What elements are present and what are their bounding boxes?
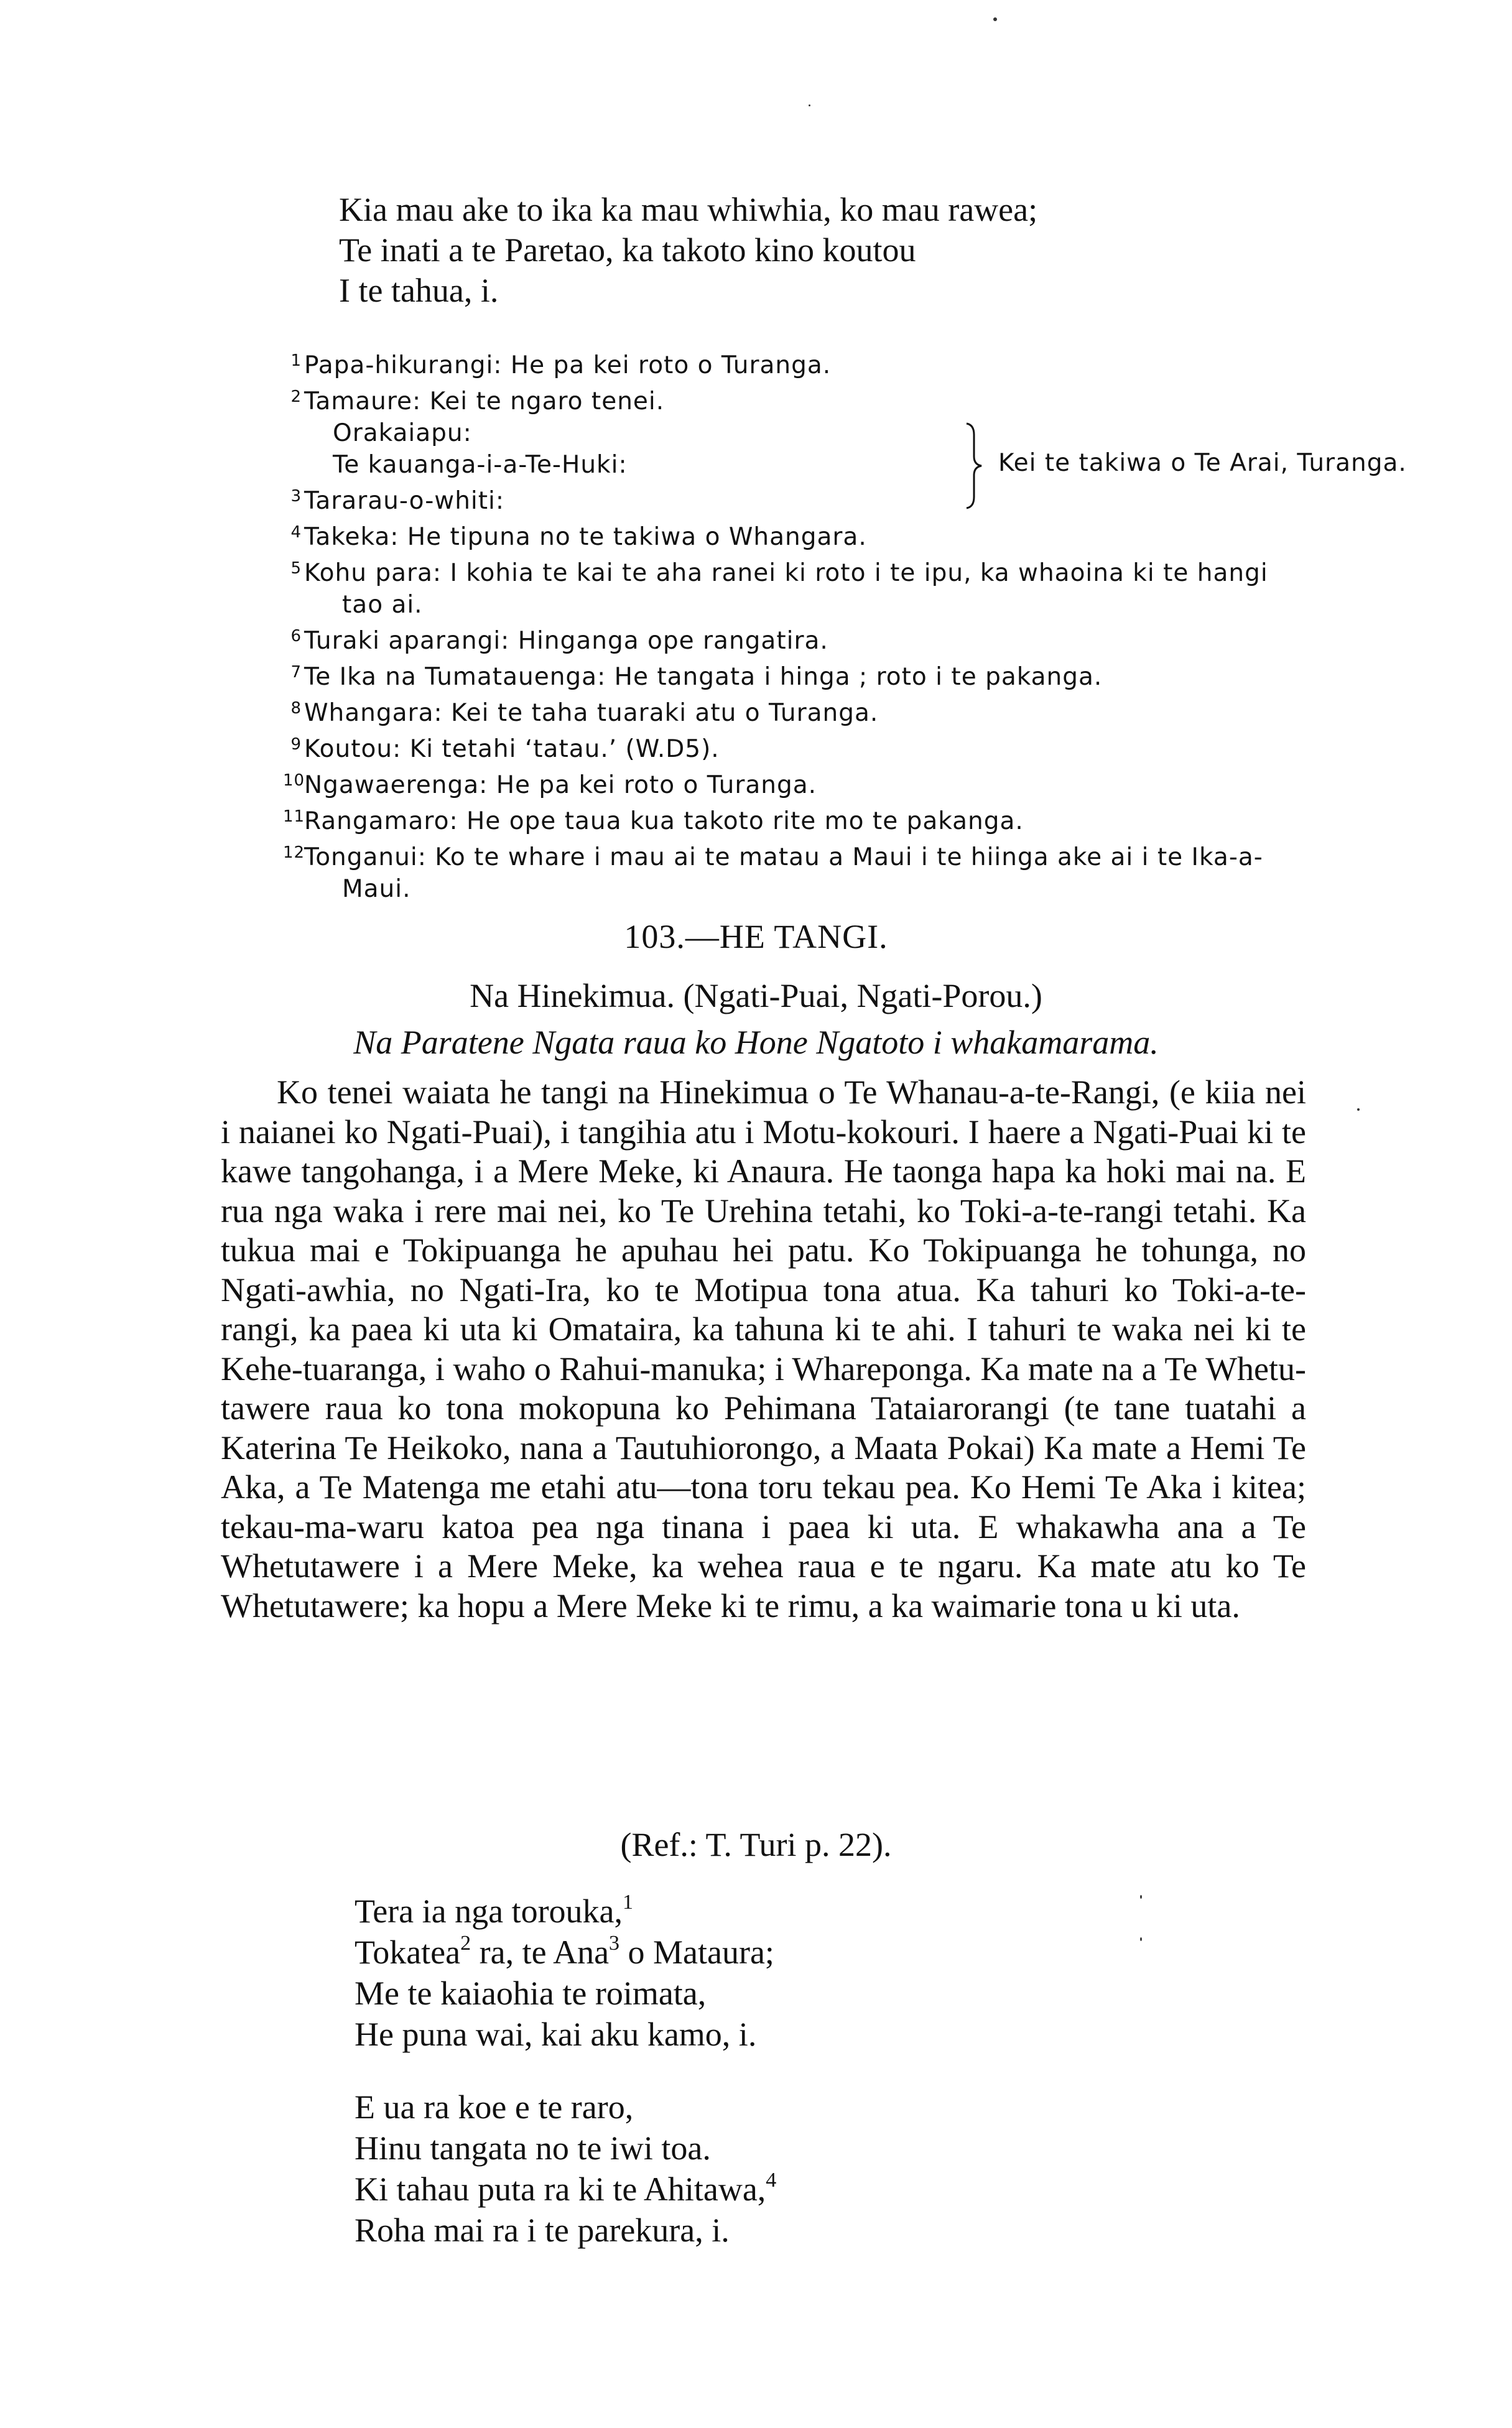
footnote-8: 8 Whangara: Kei te taha tuaraki atu o Turanga. [290, 699, 879, 727]
footnote-12: 12Tonganui: Ko te whare i mau ai te matau a Maui i te hiinga ake ai i te Ika-a-Maui. [283, 843, 1263, 903]
opening-verse [339, 190, 1037, 311]
footnote-5: 5 Kohu para: I kohia te kai te aha ranei ki roto i te ipu, ka whaoina ki te hangi tao ai. [290, 559, 1268, 619]
footnotes [283, 345, 1407, 905]
footnote-3-shared: Kei te takiwa o Te Arai, Turanga. [998, 449, 1407, 477]
footnote-1: 1 Papa-hikurangi: He pa kei roto o Turanga. [290, 351, 832, 379]
page-speck [993, 17, 997, 21]
footnote-11: 11Rangamaro: He ope taua kua takoto rite mo te pakanga. [283, 807, 1024, 835]
verse-line: E ua ra koe e te raro, [355, 2088, 634, 2126]
verse-stanza-1 [355, 1891, 774, 2055]
verse-line: Tokatea$^2$ ra, te Ana$^3$ o Mataura; [355, 1932, 774, 1971]
page-speck [1140, 1895, 1142, 1899]
verse-line: Me te kaiaohia te roimata, [355, 1975, 707, 2012]
footnote-10: 10Ngawaerenga: He pa kei roto o Turanga. [283, 771, 817, 799]
brace-icon [964, 422, 989, 509]
section-heading: 103.—HE TANGI. [624, 918, 888, 955]
page-speck [1140, 1937, 1142, 1941]
author-line: Na Hinekimua. (Ngati-Puai, Ngati-Porou.) [470, 977, 1042, 1014]
footnote-2: 2 Tamaure: Kei te ngaro tenei. [290, 387, 665, 415]
page-speck [809, 104, 810, 106]
verse-line: Hinu tangata no te iwi toa. [355, 2129, 711, 2167]
verse-line: Kia mau ake to ika ka mau whiwhia, ko mau rawea; [339, 191, 1038, 228]
verse-stanza-2 [355, 2087, 776, 2251]
footnote-7: 7 Te Ika na Tumatauenga: He tangata i hinga ; roto i te pakanga. [290, 663, 1103, 691]
reference-line: (Ref.: T. Turi p. 22). [620, 1826, 892, 1863]
verse-line: Roha mai ra i te parekura, i. [355, 2212, 730, 2249]
verse-line: He puna wai, kai aku kamo, i. [355, 2016, 757, 2053]
footnote-3-group: Orakaiapu: Te kauanga-i-a-Te-Huki: 3 Tararau-o-whiti: Kei te takiwa o Te Arai, Turanga. [290, 419, 1407, 515]
footnote-4: 4 Takeka: He tipuna no te takiwa o Whangara. [290, 523, 867, 551]
footnote-6: 6 Turaki aparangi: Hinganga ope rangatira. [290, 627, 828, 655]
intro-paragraph: Ko tenei waiata he tangi na Hinekimua o Te Whanau-a-te-Rangi, (e kiia nei i naianei ko Ngati-Puai), i tangihia atu i Motu-kokouri. I haere a Ngati-Puai ki te kawe tangohanga, i a Mere Meke, ki Anaura. He taonga hapa ka hoki mai na. E rua nga waka i rere mai nei, ko Te Urehina tetahi, ko Toki-a-te-rangi tetahi. Ka tukua mai e Tokipuanga he apuhau hei patu. Ko Tokipuanga he tohunga, no Ngati-awhia, no Ngati-Ira, ko te Motipua tona atua. Ka tahuri ko Toki-a-te-rangi, ka paea ki uta ki Omataira, ka tahuna ki te ahi. I tahuri te waka nei ki te Kehe-tuaranga, i waho o Rahui-manuka; i Whareponga. Ka mate na a Te Whetu-tawere raua ko tona mokopuna ko Pehimana Tataiarorangi (te tane tuatahi a Katerina Te Heikoko, nana a Tautuhiorongo, a Maata Pokai) Ka mate a Hemi Te Aka, a Te Matenga me etahi atu—tona toru tekau pea. Ko Hemi Te Aka i kitea; tekau-ma-waru katoa pea nga tinana i paea ki uta. E whakawha ana a Te Whetutawere i a Mere Meke, ka wehea raua e te ngaru. Ka mate atu ko Te Whetutawere; ka hopu a Mere Meke ki te rimu, a ka waimarie tona u ki uta. [221, 1073, 1306, 1624]
footnote-9: 9 Koutou: Ki tetahi ‘tatau.’ (W.D5). [290, 735, 720, 763]
page-speck [1357, 1108, 1360, 1111]
verse-line: I te tahua, i. [339, 272, 499, 309]
verse-line: Tera ia nga torouka,$^1$ [355, 1891, 634, 1930]
explained-by-line: Na Paratene Ngata raua ko Hone Ngatoto i whakamarama. [353, 1024, 1159, 1061]
verse-line: Ki tahau puta ra ki te Ahitawa,$^4$ [355, 2169, 777, 2208]
verse-line: Te inati a te Paretao, ka takoto kino koutou [339, 231, 916, 269]
